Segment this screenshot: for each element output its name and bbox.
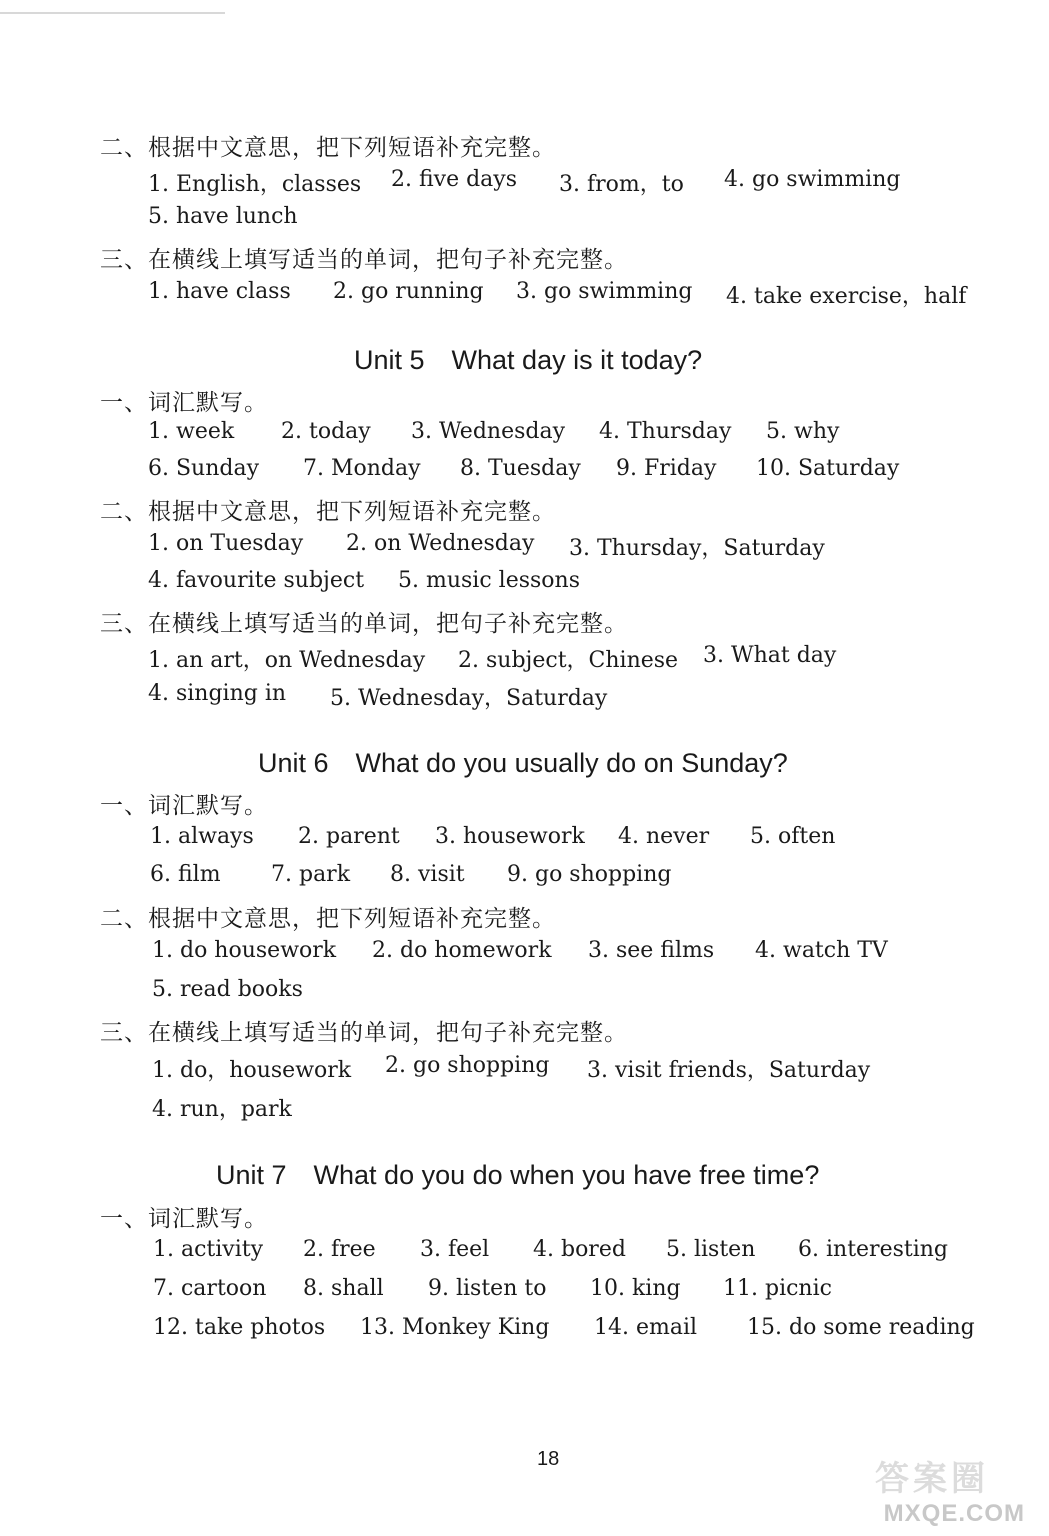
- answer-item: 4. take exercise，half: [726, 284, 967, 309]
- answer-item: 4. singing in: [148, 681, 287, 706]
- answer-item: 12. take photos: [153, 1315, 326, 1340]
- answer-item: 4. Thursday: [599, 419, 732, 444]
- section-title: 一、词汇默写。: [100, 793, 268, 819]
- answer-row: [148, 568, 948, 598]
- answer-row: [148, 456, 948, 486]
- answer-item: 1. English，classes: [148, 172, 362, 197]
- answer-row: [148, 167, 948, 197]
- answer-item: 3. see films: [588, 938, 715, 963]
- answer-item: 2. today: [281, 419, 371, 444]
- answer-row: [153, 1237, 953, 1267]
- answer-row: [150, 862, 950, 892]
- section-title: 一、词汇默写。: [100, 390, 268, 416]
- answer-item: 5. music lessons: [398, 568, 580, 593]
- answer-item: 8. Tuesday: [460, 456, 581, 481]
- section-title: 二、根据中文意思，把下列短语补充完整。: [100, 906, 556, 932]
- answer-item: 3. go swimming: [516, 279, 693, 304]
- page-number: 18: [537, 1448, 560, 1470]
- answer-item: 4. favourite subject: [148, 568, 365, 593]
- answer-item: 5. often: [750, 824, 836, 849]
- answer-item: 1. an art，on Wednesday: [148, 648, 426, 673]
- answer-item: 5. have lunch: [148, 204, 298, 229]
- answer-item: 3. Thursday，Saturday: [569, 536, 825, 561]
- section-title: 二、根据中文意思，把下列短语补充完整。: [100, 135, 556, 161]
- answer-item: 2. go running: [333, 279, 484, 304]
- answer-row: [148, 279, 967, 309]
- answer-row: [148, 643, 948, 673]
- watermark-url: MXQE.COM: [883, 1500, 1025, 1527]
- section-title: 三、在横线上填写适当的单词，把句子补充完整。: [100, 1020, 628, 1046]
- answer-item: 4. run，park: [152, 1097, 292, 1122]
- answer-item: 2. subject，Chinese: [458, 648, 679, 673]
- answer-item: 9. listen to: [428, 1276, 547, 1301]
- answer-item: 4. never: [618, 824, 710, 849]
- answer-item: 5. listen: [666, 1237, 756, 1262]
- section-title: 二、根据中文意思，把下列短语补充完整。: [100, 499, 556, 525]
- answer-row: [152, 1092, 952, 1122]
- answer-item: 9. go shopping: [507, 862, 672, 887]
- answer-item: 10. Saturday: [756, 456, 900, 481]
- answer-item: 6. Sunday: [148, 456, 260, 481]
- section-title: 三、在横线上填写适当的单词，把句子补充完整。: [100, 247, 628, 273]
- watermark-logo: 答案圈: [875, 1459, 989, 1499]
- answer-item: 1. week: [148, 419, 235, 444]
- answer-item: 3. visit friends，Saturday: [587, 1058, 871, 1083]
- answer-item: 3. from，to: [559, 172, 684, 197]
- answer-item: 8. shall: [303, 1276, 384, 1301]
- answer-row: [148, 531, 948, 561]
- answer-item: 15. do some reading: [747, 1315, 975, 1340]
- answer-item: 2. five days: [391, 167, 518, 192]
- answer-item: 1. do housework: [152, 938, 337, 963]
- answer-item: 7. cartoon: [153, 1276, 267, 1301]
- answer-item: 6. film: [150, 862, 221, 887]
- answer-item: 7. Monday: [303, 456, 421, 481]
- answer-item: 3. housework: [435, 824, 585, 849]
- answer-row: [153, 1276, 953, 1306]
- section-title: 三、在横线上填写适当的单词，把句子补充完整。: [100, 611, 628, 637]
- answer-item: 5. Wednesday，Saturday: [330, 686, 608, 711]
- unit-title: Unit 5 What day is it today?: [354, 345, 703, 375]
- answer-item: 3. feel: [420, 1237, 490, 1262]
- answer-item: 4. go swimming: [724, 167, 901, 192]
- answer-row: [148, 419, 948, 449]
- answer-item: 5. read books: [152, 977, 303, 1002]
- section-title: 一、词汇默写。: [100, 1206, 268, 1232]
- answer-item: 2. do homework: [372, 938, 552, 963]
- answer-item: 2. on Wednesday: [346, 531, 535, 556]
- unit-title: Unit 6 What do you usually do on Sunday?: [258, 748, 788, 778]
- answer-item: 3. What day: [703, 643, 837, 668]
- answer-item: 10. king: [590, 1276, 681, 1301]
- answer-row: [152, 938, 952, 968]
- answer-item: 1. activity: [153, 1237, 264, 1262]
- top-divider-line: [0, 12, 225, 14]
- answer-item: 8. visit: [390, 862, 465, 887]
- answer-row: [148, 681, 948, 711]
- answer-item: 14. email: [594, 1315, 698, 1340]
- answer-item: 1. do，housework: [152, 1058, 352, 1083]
- answer-item: 2. free: [303, 1237, 376, 1262]
- answer-item: 2. parent: [298, 824, 400, 849]
- answer-item: 5. why: [766, 419, 840, 444]
- answer-item: 1. on Tuesday: [148, 531, 304, 556]
- answer-row: [152, 977, 952, 1007]
- answer-row: [148, 204, 948, 234]
- answer-item: 9. Friday: [616, 456, 717, 481]
- answer-item: 7. park: [271, 862, 351, 887]
- answer-row: [153, 1315, 975, 1345]
- answer-item: 4. watch TV: [755, 938, 888, 963]
- answer-item: 1. always: [150, 824, 254, 849]
- answer-item: 11. picnic: [723, 1276, 832, 1301]
- answer-item: 2. go shopping: [385, 1053, 550, 1078]
- answer-item: 1. have class: [148, 279, 291, 304]
- answer-item: 13. Monkey King: [360, 1315, 550, 1340]
- answer-row: [150, 824, 950, 854]
- unit-title: Unit 7 What do you do when you have free time?: [216, 1160, 820, 1190]
- answer-row: [152, 1053, 952, 1083]
- answer-item: 6. interesting: [798, 1237, 949, 1262]
- answer-item: 4. bored: [533, 1237, 626, 1262]
- answer-item: 3. Wednesday: [411, 419, 566, 444]
